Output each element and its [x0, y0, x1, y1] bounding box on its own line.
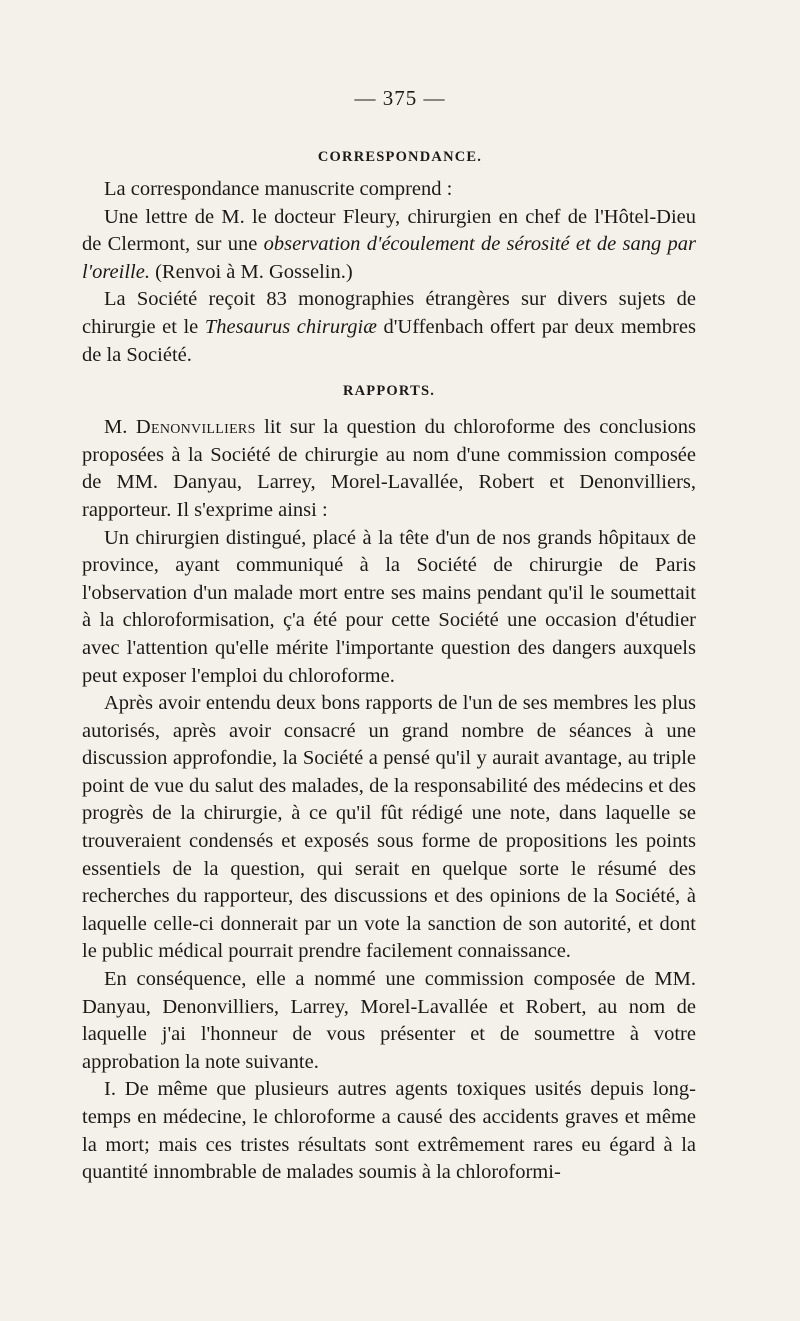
- paragraph-text: I. De même que plusieurs autres agents toxiques usités depuis longtemps en médecine, le chloroforme a causé des accidents graves et même la mort; mais ces tristes résultats sont extrêmement rares eu égard à la quantité innombrable de malades soumis à la chloroformi-: [82, 1078, 696, 1184]
- author-name: Denonvilliers: [135, 416, 256, 439]
- paragraph-text: Après avoir entendu deux bons rapports de l'un de ses membres les plus autorisés, après avoir consacré un grand nombre de séances à une discussion approfondie, la Société a pensé qu'il y aurait avantage, au triple point de vue du salut des malades, de la responsabilité des médecins et des progrès de la chirurgie, à ce qu'il fût rédigé une note, dans laquelle se trouveraient condensés et exposés sous forme de propositions les points essentiels de la question, qui serait en quelque sorte le résumé des recherches du rapporteur, des discussions et des opinions de la Société, à laquelle celle-ci donnerait par un vote la sanction de son autorité, et dont le public médical pourrait prendre facilement connaissance.: [82, 692, 696, 963]
- observation-title: observation d'écoulement de sérosité et de sang par l'oreille.: [82, 233, 696, 283]
- paragraph-denonvilliers: [82, 414, 696, 524]
- paragraph-chirurgien: [82, 525, 696, 691]
- paragraph-text: (Renvoi à M. Gosselin.): [149, 260, 353, 283]
- page-number: — 375 —: [354, 86, 446, 110]
- section-heading-correspondance: CORRESPONDANCE.: [317, 149, 483, 165]
- paragraph-correspondance-intro: [82, 176, 696, 204]
- paragraph-monographies: [82, 286, 696, 369]
- paragraph-text: Une lettre de M. le docteur Fleury, chirurgien en chef de l'Hôtel-Dieu de Clermont, sur une: [82, 205, 696, 256]
- paragraph-commission: [82, 966, 696, 1076]
- paragraph-text: d'Uffenbach offert par deux membres de la Société.: [82, 315, 696, 366]
- thesaurus-title: Thesaurus chirurgiæ: [204, 315, 377, 338]
- paragraph-text: M.: [104, 416, 136, 439]
- paragraph-text: La correspondance manuscrite comprend :: [104, 178, 453, 200]
- paragraph-fleury-letter: [82, 204, 696, 287]
- body-text: [82, 176, 696, 1187]
- paragraph-rapports-membres: [82, 690, 696, 966]
- paragraph-text: En conséquence, elle a nommé une commission composée de MM. Danyau, Denonvilliers, Larrey, Morel-Lavallée et Robert, au nom de laquelle j'ai l'honneur de vous présenter et de soumettre à votre approbation la note suivante.: [82, 968, 696, 1073]
- paragraph-section-one: [82, 1076, 696, 1186]
- paragraph-text: La Société reçoit 83 monographies étrangères sur divers sujets de chirurgie et le: [82, 288, 696, 338]
- paragraph-text: lit sur la question du chloroforme des conclusions proposées à la Société de chirurgie au nom d'une commission composée de MM. Danyau, Larrey, Morel-Lavallée, Robert et Denonvilliers, rapporteur. Il s'exprime ainsi :: [82, 416, 697, 521]
- paragraph-text: Un chirurgien distingué, placé à la tête d'un de nos grands hôpitaux de province, ayant communiqué à la Société de chirurgie de Paris l'observation d'un malade mort entre ses mains pendant qu'il le soumettait à la chloroformisation, ç'a été pour cette Société une occasion d'étudier avec l'attention qu'elle mérite l'importante question des dangers auxquels peut exposer l'emploi du chloroforme.: [82, 526, 696, 687]
- section-heading-rapports: RAPPORTS.: [342, 383, 436, 400]
